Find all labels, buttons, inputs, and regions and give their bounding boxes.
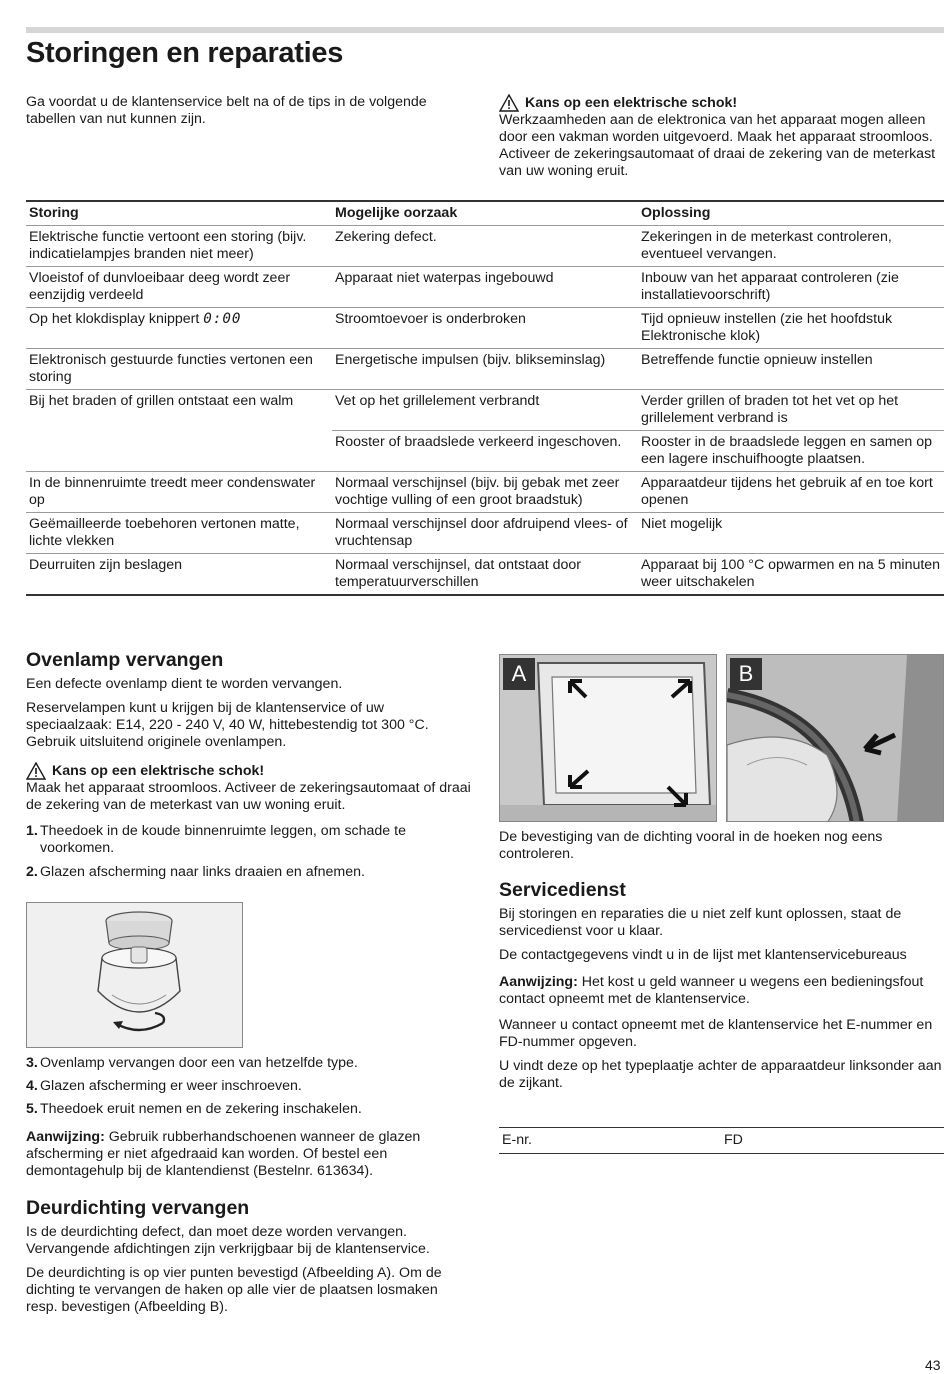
table-cell-storing: In de binnenruimte treedt meer condenswater op bbox=[29, 475, 316, 508]
ovenlamp-heading: Ovenlamp vervangen bbox=[26, 649, 224, 671]
table-cell-oplossing: Rooster in de braadslede leggen en samen op een lagere inschuifhoogte plaatsen. bbox=[641, 434, 933, 467]
table-cell-oorzaak: Vet op het grillelement verbrandt bbox=[335, 393, 540, 409]
note-label: Aanwijzing: bbox=[26, 1129, 105, 1145]
servicedienst-heading: Servicedienst bbox=[499, 879, 626, 901]
table-cell-oorzaak: Normaal verschijnsel door afdruipend vlees- of vruchtensap bbox=[335, 516, 628, 549]
ovenlamp-warning-heading: Kans op een elektrische schok! bbox=[52, 762, 265, 779]
table-row bbox=[26, 226, 944, 267]
ovenlamp-p2: Reservelampen kunt u krijgen bij de klantenservice of uw speciaalzaak: E14, 220 - 240 V, 40 W, hittebestendig tot 300 °C. Gebruik uitsluitend originele ovenlampen. bbox=[26, 700, 429, 750]
table-cell-storing-text: Op het klokdisplay knippert bbox=[29, 311, 200, 327]
table-header-oorzaak: Mogelijke oorzaak bbox=[335, 205, 458, 221]
table-row bbox=[26, 267, 944, 308]
table-cell-storing: Deurruiten zijn beslagen bbox=[29, 557, 183, 573]
enr-label: E-nr. bbox=[502, 1132, 532, 1148]
clock-display-symbol: 0:00 bbox=[203, 311, 242, 327]
table-cell-oplossing: Niet mogelijk bbox=[641, 516, 723, 532]
list-item bbox=[26, 864, 471, 881]
note-text: Het kost u geld wanneer u wegens een bedieningsfout contact opneemt met de klantenservice. bbox=[499, 974, 924, 1007]
step-text: Theedoek eruit nemen en de zekering inschakelen. bbox=[40, 1101, 362, 1117]
page-title: Storingen en reparaties bbox=[26, 37, 344, 69]
servicedienst-note bbox=[499, 974, 944, 1008]
step-text: Theedoek in de koude binnenruimte leggen, om schade te voorkomen. bbox=[40, 823, 406, 856]
deurdichting-p2: De deurdichting is op vier punten bevestigd (Afbeelding A). Om de dichting te vervangen de haken op alle vier de plaatsen losmaken resp. bevestigen (Afbeelding B). bbox=[26, 1265, 442, 1315]
table-row bbox=[26, 308, 944, 349]
table-cell-storing: Geëmailleerde toebehoren vertonen matte, lichte vlekken bbox=[29, 516, 300, 549]
list-item bbox=[26, 1078, 471, 1095]
top-rule bbox=[26, 27, 944, 33]
warning-top bbox=[499, 94, 944, 180]
deurdichting-section bbox=[26, 1197, 471, 1316]
table-cell-oplossing: Tijd opnieuw instellen (zie het hoofdstuk Elektronische klok) bbox=[641, 311, 893, 344]
lamp-cover-figure bbox=[26, 902, 243, 1048]
servicedienst-p1: Bij storingen en reparaties die u niet zelf kunt oplossen, staat de servicedienst voor u klaar. bbox=[499, 906, 902, 939]
table-cell-oorzaak: Normaal verschijnsel, dat ontstaat door temperatuurverschillen bbox=[335, 557, 582, 590]
table-cell-oorzaak: Rooster of braadslede verkeerd ingeschoven. bbox=[335, 434, 622, 450]
ovenlamp-steps-a bbox=[26, 823, 471, 881]
deurdichting-p1: Is de deurdichting defect, dan moet deze worden vervangen. Vervangende afdichtingen zijn verkrijgbaar bij de klantenservice. bbox=[26, 1224, 430, 1257]
warning-top-heading: Kans op een elektrische schok! bbox=[525, 94, 738, 111]
figure-a bbox=[499, 654, 717, 822]
table-cell-oplossing: Zekeringen in de meterkast controleren, eventueel vervangen. bbox=[641, 229, 892, 262]
figure-b bbox=[726, 654, 944, 822]
note-text: Gebruik rubberhandschoenen wanneer de glazen afscherming er niet afgedraaid kan worden. Of bestel een demontagehulp bij de klantendienst (Bestelnr. 613634). bbox=[26, 1129, 421, 1179]
step-number: 2. bbox=[26, 864, 38, 880]
table-cell-storing bbox=[26, 308, 332, 348]
table-cell-oorzaak: Apparaat niet waterpas ingebouwd bbox=[335, 270, 554, 286]
table-cell-oorzaak: Stroomtoevoer is onderbroken bbox=[335, 311, 526, 327]
servicedienst-p2: De contactgegevens vindt u in de lijst met klantenservicebureaus bbox=[499, 947, 907, 963]
lamp-cover-illustration bbox=[27, 903, 243, 1048]
ovenlamp-note bbox=[26, 1129, 471, 1180]
servicedienst-p4: U vindt deze op het typeplaatje achter de apparaatdeur linksonder aan de zijkant. bbox=[499, 1058, 942, 1091]
table-row bbox=[26, 513, 944, 554]
table-cell-oplossing: Inbouw van het apparaat controleren (zie installatievoorschrift) bbox=[641, 270, 899, 303]
servicedienst-p3: Wanneer u contact opneemt met de klantenservice het E-nummer en FD-nummer opgeven. bbox=[499, 1017, 933, 1050]
figure-b-label: B bbox=[730, 658, 762, 690]
intro-text: Ga voordat u de klantenservice belt na of de tips in de volgende tabellen van nut kunnen zijn. bbox=[26, 94, 427, 127]
note-label: Aanwijzing: bbox=[499, 974, 578, 990]
table-header-row bbox=[26, 202, 944, 226]
table-row bbox=[26, 390, 944, 472]
warning-top-text: Werkzaamheden aan de elektronica van het apparaat mogen alleen door een vakman worden uitgevoerd. Maak het apparaat stroomloos. Activeer de zekeringsautomaat of draai de zekering van de meterkast van uw woning eruit. bbox=[499, 112, 936, 179]
table-row bbox=[26, 472, 944, 513]
warning-triangle-icon bbox=[26, 762, 46, 780]
ovenlamp-section bbox=[26, 649, 471, 881]
troubleshooting-table bbox=[26, 200, 944, 596]
figure-caption: De bevestiging van de dichting vooral in de hoeken nog eens controleren. bbox=[499, 829, 883, 862]
table-cell-oplossing: Apparaat bij 100 °C opwarmen en na 5 minuten weer uitschakelen bbox=[641, 557, 941, 590]
step-number: 1. bbox=[26, 823, 38, 839]
servicedienst-section bbox=[499, 879, 944, 1092]
step-text: Glazen afscherming naar links draaien en afnemen. bbox=[40, 864, 365, 880]
ovenlamp-steps-b bbox=[26, 1055, 471, 1180]
ovenlamp-p1: Een defecte ovenlamp dient te worden vervangen. bbox=[26, 676, 343, 692]
table-cell-oplossing: Verder grillen of braden tot het vet op het grillelement verbrand is bbox=[641, 393, 899, 426]
table-subrows bbox=[332, 390, 944, 471]
table-subrow bbox=[332, 390, 944, 431]
step-number: 4. bbox=[26, 1078, 38, 1094]
table-cell-oplossing: Apparaatdeur tijdens het gebruik af en toe kort openen bbox=[641, 475, 933, 508]
step-number: 3. bbox=[26, 1055, 38, 1071]
table-cell-storing: Elektronisch gestuurde functies vertonen een storing bbox=[29, 352, 313, 385]
table-header-storing: Storing bbox=[29, 205, 79, 221]
table-cell-oorzaak: Normaal verschijnsel (bijv. bij gebak met zeer vochtige vulling of een groot braadstuk) bbox=[335, 475, 620, 508]
table-cell-oplossing: Betreffende functie opnieuw instellen bbox=[641, 352, 873, 368]
list-item bbox=[26, 823, 471, 857]
page-number: 43 bbox=[925, 1357, 941, 1373]
step-text: Ovenlamp vervangen door een van hetzelfde type. bbox=[40, 1055, 358, 1071]
step-text: Glazen afscherming er weer inschroeven. bbox=[40, 1078, 302, 1094]
table-subrow bbox=[332, 431, 944, 471]
list-item bbox=[26, 1101, 471, 1118]
table-cell-storing: Elektrische functie vertoont een storing (bijv. indicatielampjes branden niet meer) bbox=[29, 229, 307, 262]
warning-triangle-icon bbox=[499, 94, 519, 112]
table-row bbox=[26, 554, 944, 594]
step-number: 5. bbox=[26, 1101, 38, 1117]
deurdichting-heading: Deurdichting vervangen bbox=[26, 1197, 250, 1219]
ovenlamp-warning-text: Maak het apparaat stroomloos. Activeer de zekeringsautomaat of draai de zekering van de meterkast van uw woning eruit. bbox=[26, 780, 471, 813]
table-cell-storing: Bij het braden of grillen ontstaat een walm bbox=[29, 393, 294, 409]
table-cell-oorzaak: Zekering defect. bbox=[335, 229, 437, 245]
list-item bbox=[26, 1055, 471, 1072]
table-row bbox=[26, 349, 944, 390]
table-cell-storing: Vloeistof of dunvloeibaar deeg wordt zeer eenzijdig verdeeld bbox=[29, 270, 291, 303]
fd-label: FD bbox=[724, 1132, 743, 1148]
enr-fd-box bbox=[499, 1127, 944, 1154]
table-header-oplossing: Oplossing bbox=[641, 205, 711, 221]
figure-a-label: A bbox=[503, 658, 535, 690]
table-cell-oorzaak: Energetische impulsen (bijv. blikseminslag) bbox=[335, 352, 606, 368]
